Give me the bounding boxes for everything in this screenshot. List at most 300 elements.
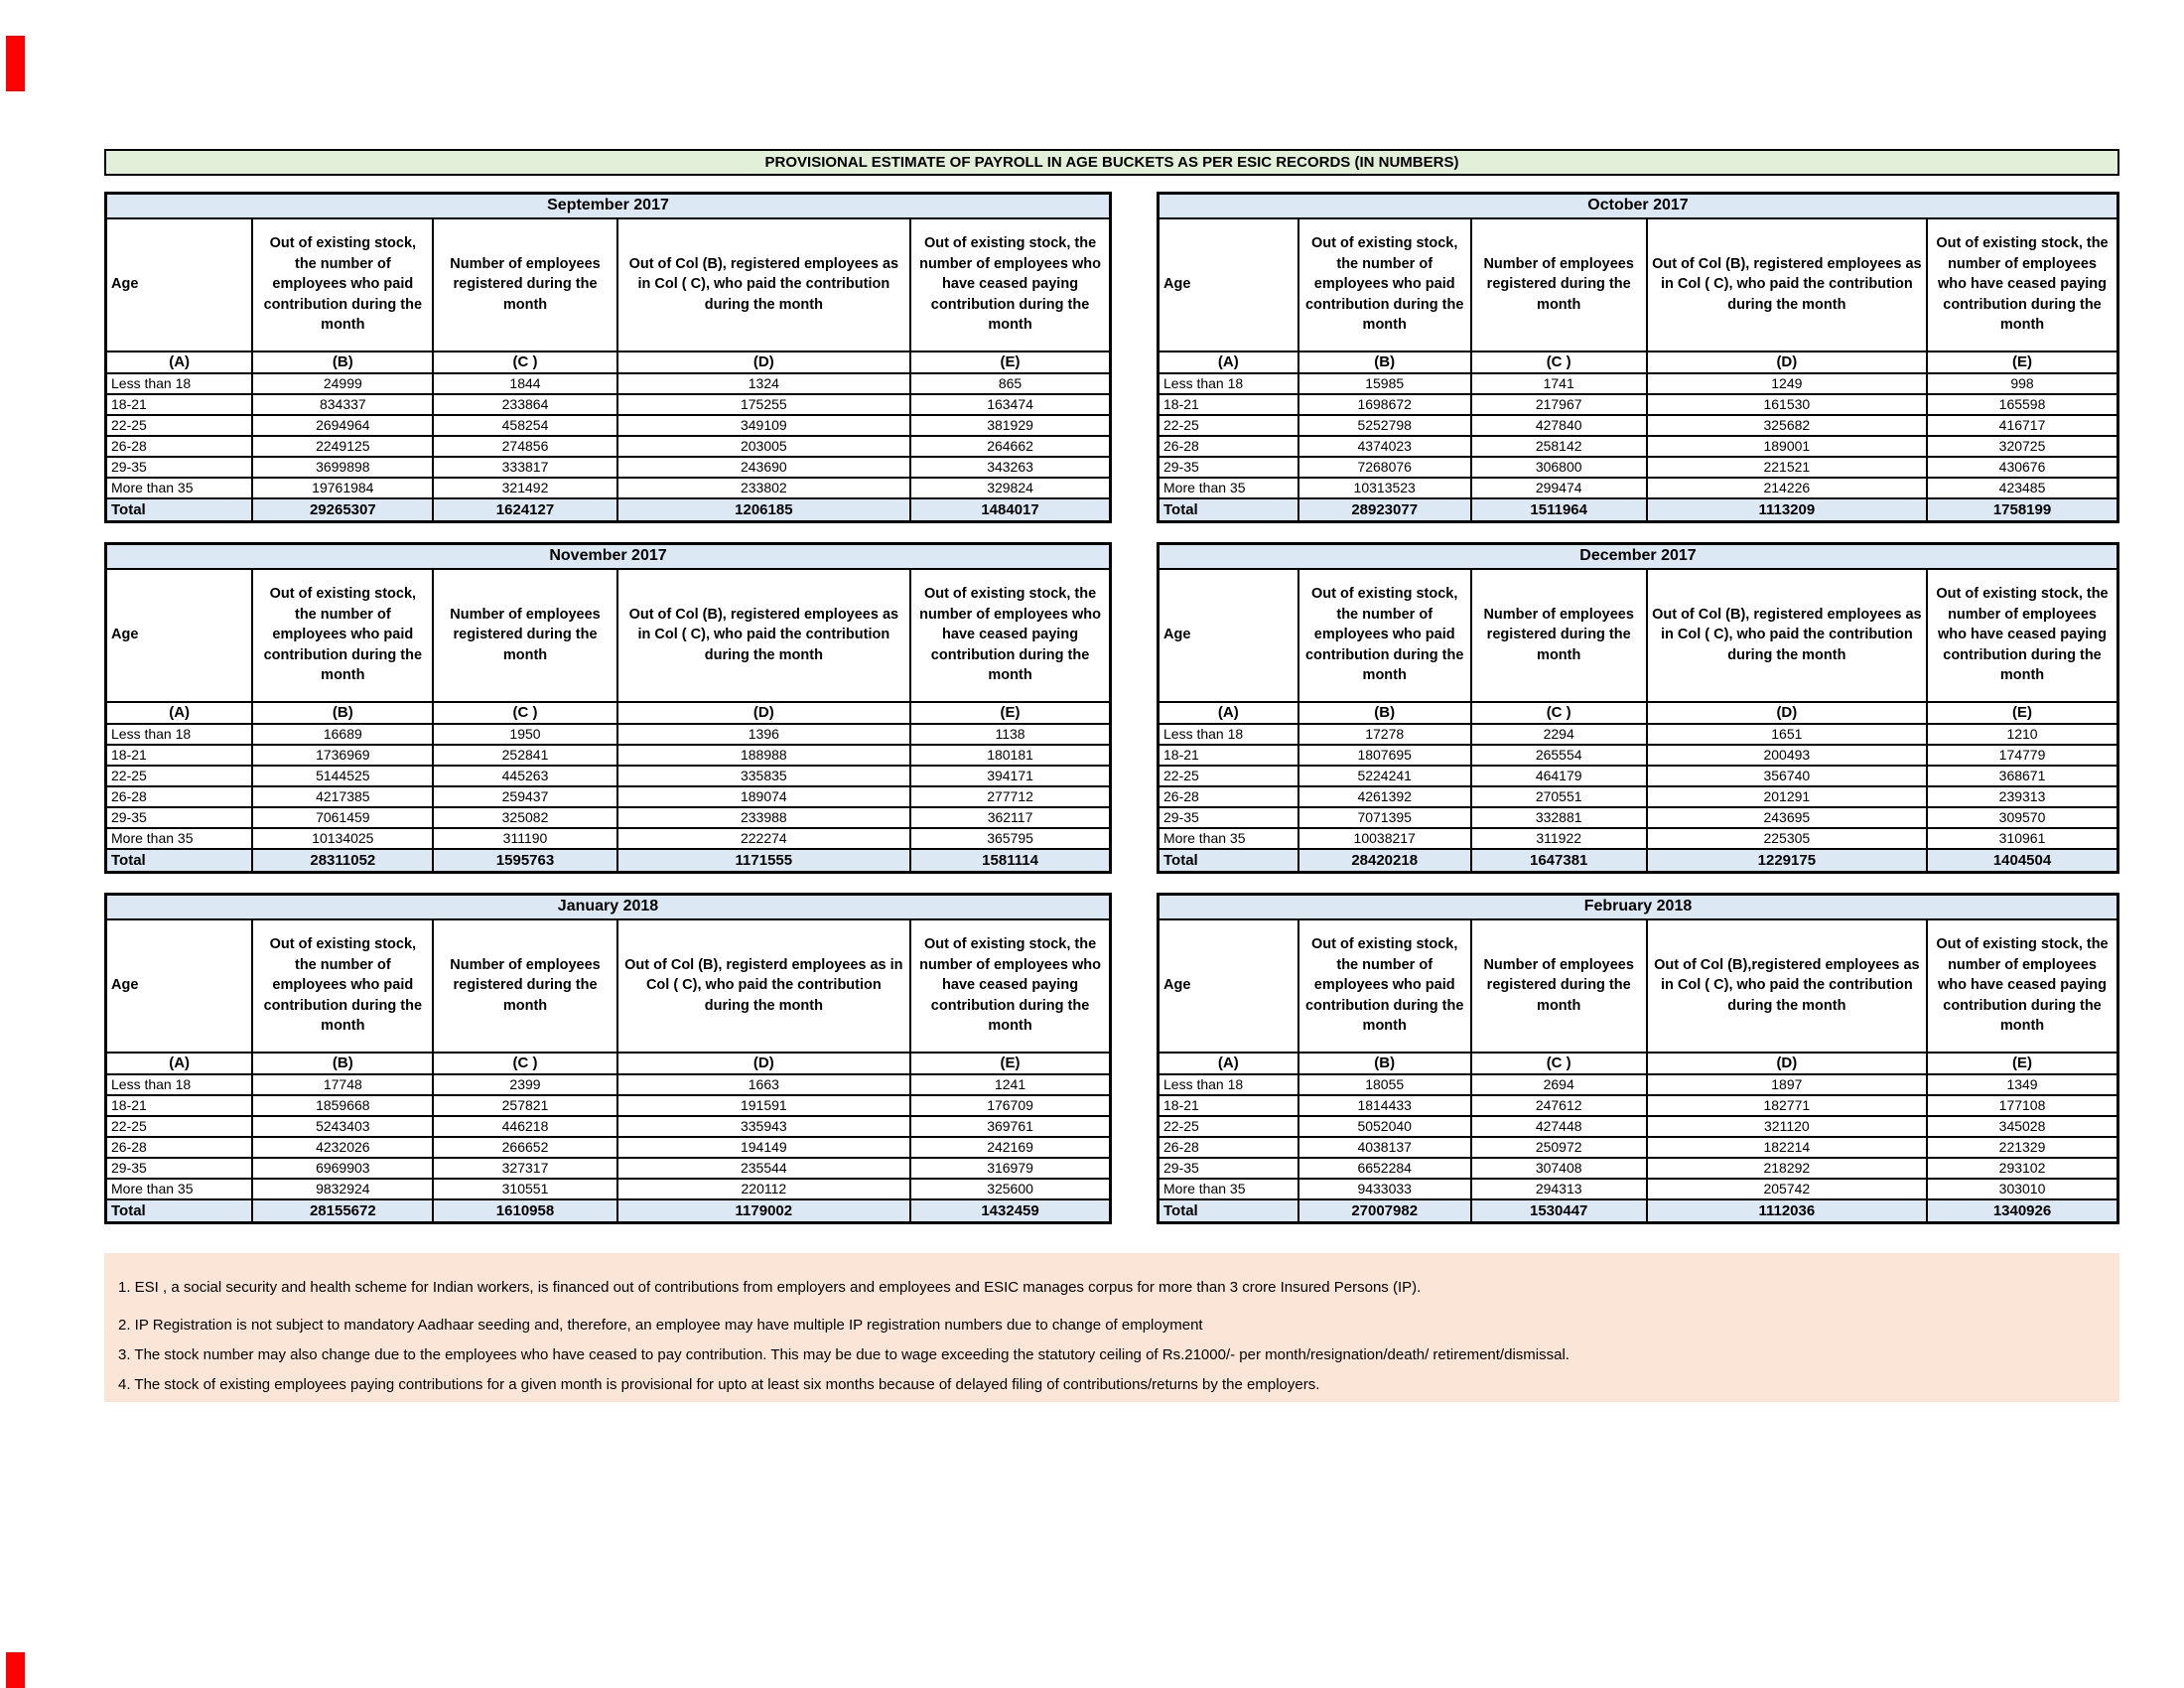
table-row — [1159, 1116, 2118, 1137]
age-cell: More than 35 — [106, 1179, 253, 1199]
total-value: 1340926 — [1927, 1199, 2117, 1223]
value-cell: 446218 — [433, 1116, 616, 1137]
column-letters-row — [1159, 702, 2118, 724]
total-value: 1581114 — [910, 849, 1110, 873]
column-letter: (A) — [106, 352, 253, 373]
month-title: December 2017 — [1159, 544, 2118, 569]
value-cell: 189001 — [1647, 436, 1927, 457]
value-cell: 1807695 — [1298, 745, 1471, 766]
column-letter: (D) — [1647, 352, 1927, 373]
value-cell: 365795 — [910, 828, 1110, 849]
age-cell: 18-21 — [106, 1095, 253, 1116]
value-cell: 191591 — [617, 1095, 911, 1116]
page-title: PROVISIONAL ESTIMATE OF PAYROLL IN AGE BUCKETS AS PER ESIC RECORDS (IN NUMBERS) — [104, 149, 2119, 176]
column-letter: (D) — [617, 352, 911, 373]
month-title: September 2017 — [106, 194, 1111, 218]
age-cell: 29-35 — [1159, 1158, 1298, 1179]
total-value: 1112036 — [1647, 1199, 1927, 1223]
value-cell: 1950 — [433, 724, 616, 745]
total-value: 1758199 — [1927, 498, 2117, 522]
value-cell: 2249125 — [252, 436, 433, 457]
age-cell: Less than 18 — [106, 1074, 253, 1095]
col-header-registered: Number of employees registered during the month — [433, 569, 616, 702]
col-header-age: Age — [106, 569, 253, 702]
value-cell: 233988 — [617, 807, 911, 828]
value-cell: 9832924 — [252, 1179, 433, 1199]
value-cell: 221521 — [1647, 457, 1927, 478]
col-header-paid-contribution: Out of existing stock, the number of employees who paid contribution during the month — [1298, 218, 1471, 352]
total-value: 1511964 — [1471, 498, 1647, 522]
total-value: 28311052 — [252, 849, 433, 873]
table-row — [106, 807, 1111, 828]
value-cell: 4261392 — [1298, 786, 1471, 807]
value-cell: 834337 — [252, 394, 433, 415]
value-cell: 243695 — [1647, 807, 1927, 828]
value-cell: 1324 — [617, 373, 911, 394]
value-cell: 2294 — [1471, 724, 1647, 745]
table-row — [106, 828, 1111, 849]
value-cell: 368671 — [1927, 766, 2117, 786]
red-marker-bottom — [6, 1652, 25, 1688]
column-letters-row — [1159, 352, 2118, 373]
total-value: 1229175 — [1647, 849, 1927, 873]
table-row — [1159, 766, 2118, 786]
table-row — [1159, 1179, 2118, 1199]
footnote-2: 2. IP Registration is not subject to mandatory Aadhaar seeding and, therefore, an employee may have multiple IP registration numbers due to change of employment — [118, 1317, 1203, 1334]
age-cell: 26-28 — [106, 436, 253, 457]
age-cell: 18-21 — [106, 394, 253, 415]
value-cell: 16689 — [252, 724, 433, 745]
value-cell: 2694 — [1471, 1074, 1647, 1095]
value-cell: 4374023 — [1298, 436, 1471, 457]
value-cell: 264662 — [910, 436, 1110, 457]
value-cell: 310961 — [1927, 828, 2117, 849]
age-cell: 26-28 — [1159, 436, 1298, 457]
value-cell: 274856 — [433, 436, 616, 457]
col-header-registered: Number of employees registered during the month — [1471, 569, 1647, 702]
value-cell: 998 — [1927, 373, 2117, 394]
month-table — [1157, 542, 2119, 874]
age-cell: More than 35 — [106, 828, 253, 849]
column-letter: (C ) — [1471, 702, 1647, 724]
table-row — [1159, 828, 2118, 849]
value-cell: 265554 — [1471, 745, 1647, 766]
table-row — [106, 724, 1111, 745]
age-cell: 26-28 — [106, 786, 253, 807]
table-row — [1159, 478, 2118, 498]
column-letters-row — [106, 1053, 1111, 1074]
table-row — [106, 1095, 1111, 1116]
value-cell: 247612 — [1471, 1095, 1647, 1116]
value-cell: 464179 — [1471, 766, 1647, 786]
value-cell: 174779 — [1927, 745, 2117, 766]
value-cell: 5252798 — [1298, 415, 1471, 436]
total-row — [106, 849, 1111, 873]
value-cell: 293102 — [1927, 1158, 2117, 1179]
value-cell: 242169 — [910, 1137, 1110, 1158]
col-header-age: Age — [106, 218, 253, 352]
table-row — [106, 457, 1111, 478]
value-cell: 427840 — [1471, 415, 1647, 436]
col-header-age: Age — [1159, 569, 1298, 702]
value-cell: 5052040 — [1298, 1116, 1471, 1137]
value-cell: 163474 — [910, 394, 1110, 415]
age-cell: 18-21 — [106, 745, 253, 766]
age-cell: 29-35 — [106, 1158, 253, 1179]
value-cell: 220112 — [617, 1179, 911, 1199]
value-cell: 218292 — [1647, 1158, 1927, 1179]
value-cell: 333817 — [433, 457, 616, 478]
column-letter: (E) — [910, 1053, 1110, 1074]
value-cell: 194149 — [617, 1137, 911, 1158]
age-cell: More than 35 — [1159, 1179, 1298, 1199]
table-row — [1159, 745, 2118, 766]
table-row — [1159, 394, 2118, 415]
total-value: 1530447 — [1471, 1199, 1647, 1223]
col-header-ceased-paying: Out of existing stock, the number of employees who have ceased paying contribution during the month — [910, 218, 1110, 352]
red-marker-top — [6, 36, 25, 91]
column-letter: (B) — [252, 1053, 433, 1074]
value-cell: 222274 — [617, 828, 911, 849]
table-row — [1159, 1074, 2118, 1095]
value-cell: 250972 — [1471, 1137, 1647, 1158]
table-row — [106, 766, 1111, 786]
table-row — [106, 745, 1111, 766]
value-cell: 1138 — [910, 724, 1110, 745]
month-title: February 2018 — [1159, 895, 2118, 919]
table-row — [106, 373, 1111, 394]
col-header-registered: Number of employees registered during the month — [1471, 218, 1647, 352]
value-cell: 294313 — [1471, 1179, 1647, 1199]
value-cell: 7268076 — [1298, 457, 1471, 478]
col-header-registered-paid: Out of Col (B), registerd employees as in Col ( C), who paid the contribution during the month — [617, 919, 911, 1053]
total-row — [1159, 1199, 2118, 1223]
age-cell: 26-28 — [1159, 1137, 1298, 1158]
age-cell: 26-28 — [1159, 786, 1298, 807]
col-header-registered: Number of employees registered during the month — [433, 919, 616, 1053]
col-header-registered-paid: Out of Col (B), registered employees as in Col ( C), who paid the contribution during the month — [1647, 218, 1927, 352]
column-letter: (C ) — [433, 352, 616, 373]
value-cell: 10134025 — [252, 828, 433, 849]
table-row — [1159, 786, 2118, 807]
column-letter: (D) — [1647, 1053, 1927, 1074]
value-cell: 1396 — [617, 724, 911, 745]
footnote-1: 1. ESI , a social security and health scheme for Indian workers, is financed out of contributions from employers and employees and ESIC manages corpus for more than 3 crore Insured Persons (IP). — [118, 1279, 1422, 1296]
value-cell: 316979 — [910, 1158, 1110, 1179]
value-cell: 349109 — [617, 415, 911, 436]
value-cell: 1736969 — [252, 745, 433, 766]
value-cell: 1651 — [1647, 724, 1927, 745]
value-cell: 188988 — [617, 745, 911, 766]
value-cell: 343263 — [910, 457, 1110, 478]
value-cell: 321120 — [1647, 1116, 1927, 1137]
total-value: 28923077 — [1298, 498, 1471, 522]
table-row — [106, 1074, 1111, 1095]
value-cell: 394171 — [910, 766, 1110, 786]
total-value: 1432459 — [910, 1199, 1110, 1223]
value-cell: 1249 — [1647, 373, 1927, 394]
col-header-age: Age — [1159, 919, 1298, 1053]
total-value: 1206185 — [617, 498, 911, 522]
column-letter: (B) — [252, 702, 433, 724]
column-letters-row — [106, 352, 1111, 373]
value-cell: 2399 — [433, 1074, 616, 1095]
column-letter: (E) — [910, 702, 1110, 724]
age-cell: 22-25 — [1159, 415, 1298, 436]
col-header-paid-contribution: Out of existing stock, the number of employees who paid contribution during the month — [252, 218, 433, 352]
value-cell: 423485 — [1927, 478, 2117, 498]
value-cell: 270551 — [1471, 786, 1647, 807]
table-row — [106, 415, 1111, 436]
column-letter: (C ) — [433, 1053, 616, 1074]
value-cell: 235544 — [617, 1158, 911, 1179]
value-cell: 252841 — [433, 745, 616, 766]
total-value: 28155672 — [252, 1199, 433, 1223]
age-cell: 26-28 — [106, 1137, 253, 1158]
total-value: 28420218 — [1298, 849, 1471, 873]
value-cell: 445263 — [433, 766, 616, 786]
value-cell: 203005 — [617, 436, 911, 457]
column-letter: (E) — [1927, 1053, 2117, 1074]
value-cell: 3699898 — [252, 457, 433, 478]
age-cell: More than 35 — [1159, 828, 1298, 849]
value-cell: 243690 — [617, 457, 911, 478]
value-cell: 306800 — [1471, 457, 1647, 478]
table-row — [1159, 1137, 2118, 1158]
age-cell: Less than 18 — [106, 373, 253, 394]
value-cell: 329824 — [910, 478, 1110, 498]
col-header-registered-paid: Out of Col (B), registered employees as in Col ( C), who paid the contribution during the month — [1647, 569, 1927, 702]
value-cell: 257821 — [433, 1095, 616, 1116]
table-row — [1159, 1158, 2118, 1179]
col-header-registered: Number of employees registered during the month — [433, 218, 616, 352]
table-row — [106, 478, 1111, 498]
col-header-registered-paid: Out of Col (B),registered employees as in Col ( C), who paid the contribution during the month — [1647, 919, 1927, 1053]
age-cell: Less than 18 — [1159, 724, 1298, 745]
value-cell: 266652 — [433, 1137, 616, 1158]
value-cell: 335943 — [617, 1116, 911, 1137]
col-header-ceased-paying: Out of existing stock, the number of employees who have ceased paying contribution during the month — [910, 569, 1110, 702]
month-table — [104, 893, 1112, 1224]
col-header-registered-paid: Out of Col (B), registered employees as in Col ( C), who paid the contribution during the month — [617, 569, 911, 702]
total-row — [106, 498, 1111, 522]
value-cell: 217967 — [1471, 394, 1647, 415]
total-label: Total — [106, 1199, 253, 1223]
age-cell: 29-35 — [1159, 457, 1298, 478]
value-cell: 182214 — [1647, 1137, 1927, 1158]
table-row — [106, 1179, 1111, 1199]
age-cell: 18-21 — [1159, 394, 1298, 415]
col-header-age: Age — [106, 919, 253, 1053]
column-letter: (D) — [617, 702, 911, 724]
age-cell: 22-25 — [106, 415, 253, 436]
column-letter: (B) — [1298, 1053, 1471, 1074]
value-cell: 1814433 — [1298, 1095, 1471, 1116]
total-row — [1159, 498, 2118, 522]
column-letters-row — [1159, 1053, 2118, 1074]
age-cell: 29-35 — [106, 457, 253, 478]
value-cell: 239313 — [1927, 786, 2117, 807]
value-cell: 1241 — [910, 1074, 1110, 1095]
value-cell: 1897 — [1647, 1074, 1927, 1095]
value-cell: 221329 — [1927, 1137, 2117, 1158]
col-header-age: Age — [1159, 218, 1298, 352]
total-value: 1484017 — [910, 498, 1110, 522]
month-table — [1157, 192, 2119, 523]
column-letters-row — [106, 702, 1111, 724]
value-cell: 299474 — [1471, 478, 1647, 498]
month-title: October 2017 — [1159, 194, 2118, 218]
col-header-ceased-paying: Out of existing stock, the number of employees who have ceased paying contribution during the month — [1927, 218, 2117, 352]
column-letter: (A) — [1159, 1053, 1298, 1074]
table-row — [106, 1137, 1111, 1158]
age-cell: 22-25 — [1159, 766, 1298, 786]
value-cell: 214226 — [1647, 478, 1927, 498]
value-cell: 6969903 — [252, 1158, 433, 1179]
age-cell: 29-35 — [106, 807, 253, 828]
total-value: 1610958 — [433, 1199, 616, 1223]
value-cell: 335835 — [617, 766, 911, 786]
value-cell: 325682 — [1647, 415, 1927, 436]
value-cell: 865 — [910, 373, 1110, 394]
value-cell: 17278 — [1298, 724, 1471, 745]
value-cell: 5144525 — [252, 766, 433, 786]
table-row — [106, 1158, 1111, 1179]
value-cell: 5243403 — [252, 1116, 433, 1137]
month-table — [1157, 893, 2119, 1224]
tables-grid — [104, 192, 2119, 1224]
value-cell: 10313523 — [1298, 478, 1471, 498]
value-cell: 310551 — [433, 1179, 616, 1199]
age-cell: More than 35 — [106, 478, 253, 498]
value-cell: 1349 — [1927, 1074, 2117, 1095]
column-letter: (C ) — [433, 702, 616, 724]
value-cell: 15985 — [1298, 373, 1471, 394]
age-cell: 18-21 — [1159, 745, 1298, 766]
col-header-paid-contribution: Out of existing stock, the number of employees who paid contribution during the month — [1298, 919, 1471, 1053]
footnotes-panel — [104, 1253, 2119, 1402]
total-row — [1159, 849, 2118, 873]
value-cell: 1698672 — [1298, 394, 1471, 415]
value-cell: 309570 — [1927, 807, 2117, 828]
column-letter: (C ) — [1471, 1053, 1647, 1074]
value-cell: 321492 — [433, 478, 616, 498]
table-row — [106, 786, 1111, 807]
table-row — [1159, 807, 2118, 828]
value-cell: 7061459 — [252, 807, 433, 828]
age-cell: More than 35 — [1159, 478, 1298, 498]
col-header-paid-contribution: Out of existing stock, the number of employees who paid contribution during the month — [252, 919, 433, 1053]
value-cell: 303010 — [1927, 1179, 2117, 1199]
column-letter: (E) — [1927, 702, 2117, 724]
col-header-paid-contribution: Out of existing stock, the number of employees who paid contribution during the month — [1298, 569, 1471, 702]
value-cell: 258142 — [1471, 436, 1647, 457]
value-cell: 7071395 — [1298, 807, 1471, 828]
age-cell: 29-35 — [1159, 807, 1298, 828]
column-letter: (E) — [910, 352, 1110, 373]
column-letter: (B) — [1298, 702, 1471, 724]
value-cell: 5224241 — [1298, 766, 1471, 786]
total-label: Total — [106, 498, 253, 522]
value-cell: 161530 — [1647, 394, 1927, 415]
value-cell: 311190 — [433, 828, 616, 849]
value-cell: 19761984 — [252, 478, 433, 498]
value-cell: 1663 — [617, 1074, 911, 1095]
age-cell: Less than 18 — [1159, 1074, 1298, 1095]
value-cell: 2694964 — [252, 415, 433, 436]
table-row — [1159, 436, 2118, 457]
value-cell: 369761 — [910, 1116, 1110, 1137]
column-letter: (A) — [106, 702, 253, 724]
total-value: 1647381 — [1471, 849, 1647, 873]
column-letter: (D) — [1647, 702, 1927, 724]
table-row — [1159, 1095, 2118, 1116]
value-cell: 233864 — [433, 394, 616, 415]
table-row — [1159, 724, 2118, 745]
column-letter: (D) — [617, 1053, 911, 1074]
value-cell: 1741 — [1471, 373, 1647, 394]
value-cell: 416717 — [1927, 415, 2117, 436]
value-cell: 430676 — [1927, 457, 2117, 478]
total-value: 1179002 — [617, 1199, 911, 1223]
value-cell: 427448 — [1471, 1116, 1647, 1137]
col-header-ceased-paying: Out of existing stock, the number of employees who have ceased paying contribution during the month — [1927, 919, 2117, 1053]
col-header-ceased-paying: Out of existing stock, the number of employees who have ceased paying contribution during the month — [1927, 569, 2117, 702]
age-cell: Less than 18 — [106, 724, 253, 745]
value-cell: 381929 — [910, 415, 1110, 436]
col-header-registered-paid: Out of Col (B), registered employees as in Col ( C), who paid the contribution during the month — [617, 218, 911, 352]
value-cell: 259437 — [433, 786, 616, 807]
age-cell: 18-21 — [1159, 1095, 1298, 1116]
value-cell: 325082 — [433, 807, 616, 828]
value-cell: 6652284 — [1298, 1158, 1471, 1179]
value-cell: 189074 — [617, 786, 911, 807]
value-cell: 165598 — [1927, 394, 2117, 415]
value-cell: 362117 — [910, 807, 1110, 828]
value-cell: 205742 — [1647, 1179, 1927, 1199]
value-cell: 200493 — [1647, 745, 1927, 766]
month-table — [104, 542, 1112, 874]
value-cell: 311922 — [1471, 828, 1647, 849]
value-cell: 277712 — [910, 786, 1110, 807]
value-cell: 233802 — [617, 478, 911, 498]
value-cell: 325600 — [910, 1179, 1110, 1199]
value-cell: 4038137 — [1298, 1137, 1471, 1158]
column-letter: (E) — [1927, 352, 2117, 373]
value-cell: 18055 — [1298, 1074, 1471, 1095]
column-letter: (A) — [1159, 352, 1298, 373]
month-title: January 2018 — [106, 895, 1111, 919]
footnote-3: 3. The stock number may also change due to the employees who have ceased to pay contribution. This may be due to wage exceeding the statutory ceiling of Rs.21000/- per month/resignation/death/ retirement/dismissal. — [118, 1346, 1570, 1363]
value-cell: 180181 — [910, 745, 1110, 766]
table-row — [1159, 415, 2118, 436]
value-cell: 176709 — [910, 1095, 1110, 1116]
total-label: Total — [1159, 1199, 1298, 1223]
table-row — [106, 436, 1111, 457]
total-label: Total — [106, 849, 253, 873]
value-cell: 320725 — [1927, 436, 2117, 457]
value-cell: 24999 — [252, 373, 433, 394]
age-cell: 22-25 — [106, 1116, 253, 1137]
total-label: Total — [1159, 498, 1298, 522]
value-cell: 1859668 — [252, 1095, 433, 1116]
column-letter: (B) — [1298, 352, 1471, 373]
total-value: 29265307 — [252, 498, 433, 522]
value-cell: 201291 — [1647, 786, 1927, 807]
value-cell: 10038217 — [1298, 828, 1471, 849]
value-cell: 17748 — [252, 1074, 433, 1095]
total-value: 1624127 — [433, 498, 616, 522]
